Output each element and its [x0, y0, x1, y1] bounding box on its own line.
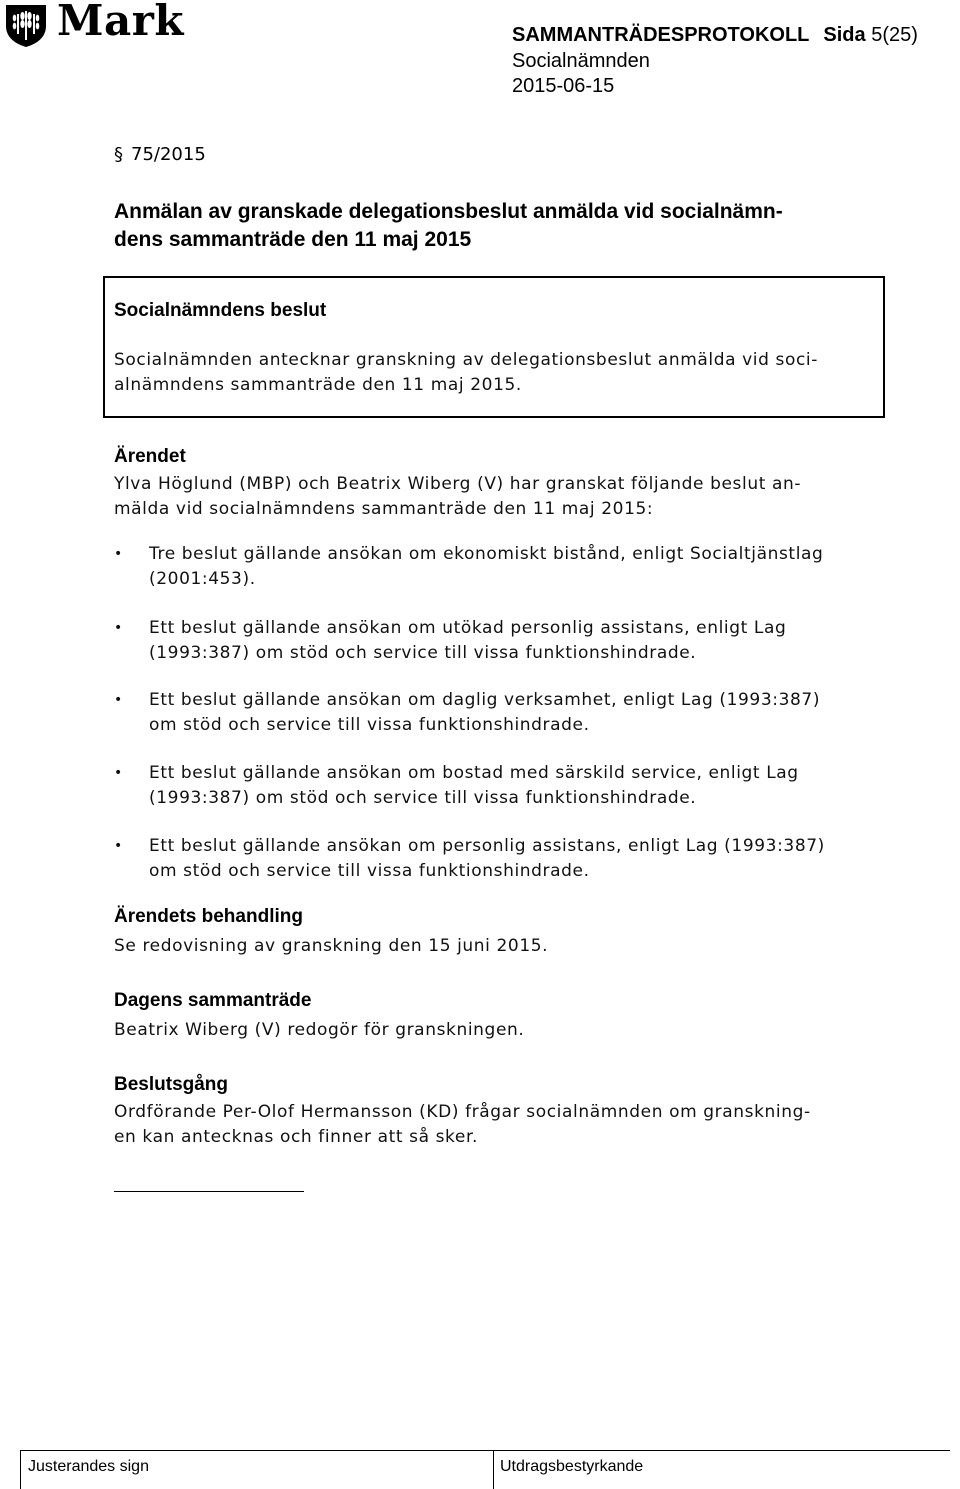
list-item-line: om stöd och service till vissa funktionshindrade.	[149, 715, 590, 735]
beslutsgang-heading: Beslutsgång	[114, 1074, 229, 1095]
paragraph-symbol: §	[114, 144, 123, 165]
list-item-line: (1993:387) om stöd och service till vissa funktionshindrade.	[149, 643, 697, 663]
case-title-line: Anmälan av granskade delegationsbeslut anmälda vid socialnämn-	[114, 200, 783, 223]
case-number	[114, 144, 206, 165]
committee-name: Socialnämnden	[512, 50, 650, 72]
dagens-text: Beatrix Wiberg (V) redogör för granskningen.	[114, 1020, 525, 1040]
arendet-intro-line: Ylva Höglund (MBP) och Beatrix Wiberg (V) har granskat följande beslut an-	[114, 474, 802, 494]
list-item-line: Ett beslut gällande ansökan om daglig verksamhet, enligt Lag (1993:387)	[149, 690, 821, 710]
footer-extract-label: Utdragsbestyrkande	[500, 1458, 644, 1475]
footer-divider-left	[20, 1450, 21, 1489]
page-label: Sida	[823, 24, 866, 46]
municipality-logo	[3, 0, 184, 48]
coat-of-arms-icon	[3, 2, 49, 48]
case-title-line: dens sammanträde den 11 maj 2015	[114, 228, 472, 251]
list-item-line: (2001:453).	[149, 569, 256, 589]
section-end-divider	[114, 1191, 304, 1192]
behandling-heading: Ärendets behandling	[114, 906, 303, 927]
bullet-icon: •	[114, 546, 123, 562]
case-number-value: 75/2015	[131, 144, 206, 165]
beslutsgang-text	[114, 1100, 894, 1150]
footer-sign-label: Justerandes sign	[28, 1458, 149, 1475]
beslutsgang-text-line: Ordförande Per-Olof Hermansson (KD) frågar socialnämnden om granskning-	[114, 1102, 811, 1122]
logo-wordmark: Mark	[57, 0, 184, 45]
list-item-line: Tre beslut gällande ansökan om ekonomiskt bistånd, enligt Socialtjänstlag	[149, 544, 824, 564]
footer-divider-middle	[493, 1450, 494, 1489]
list-item-line: Ett beslut gällande ansökan om utökad personlig assistans, enligt Lag	[149, 618, 787, 638]
page-number: 5(25)	[871, 24, 918, 46]
decision-text-line: Socialnämnden antecknar granskning av delegationsbeslut anmälda vid soci-	[114, 350, 818, 370]
dagens-heading: Dagens sammanträde	[114, 990, 312, 1011]
list-item-line: Ett beslut gällande ansökan om bostad med särskild service, enligt Lag	[149, 763, 799, 783]
arendet-intro-line: mälda vid socialnämndens sammanträde den 11 maj 2015:	[114, 499, 654, 519]
decision-text-line: alnämndens sammanträde den 11 maj 2015.	[114, 375, 522, 395]
bullet-icon: •	[114, 620, 123, 636]
bullet-icon: •	[114, 838, 123, 854]
behandling-text: Se redovisning av granskning den 15 juni 2015.	[114, 936, 549, 956]
list-item-line: Ett beslut gällande ansökan om personlig assistans, enligt Lag (1993:387)	[149, 836, 825, 856]
case-title	[114, 198, 874, 254]
list-item-line: om stöd och service till vissa funktionshindrade.	[149, 861, 590, 881]
bullet-icon: •	[114, 765, 123, 781]
document-type-heading	[512, 24, 918, 47]
list-item-line: (1993:387) om stöd och service till vissa funktionshindrade.	[149, 788, 697, 808]
footer-divider	[20, 1450, 950, 1451]
beslutsgang-text-line: en kan antecknas och finner att så sker.	[114, 1127, 478, 1147]
meeting-date: 2015-06-15	[512, 75, 615, 97]
arendet-intro	[114, 472, 894, 522]
arendet-heading: Ärendet	[114, 446, 186, 467]
decision-text	[114, 348, 874, 398]
bullet-icon: •	[114, 692, 123, 708]
doc-type: SAMMANTRÄDESPROTOKOLL	[512, 24, 810, 46]
decision-heading: Socialnämndens beslut	[114, 300, 327, 321]
